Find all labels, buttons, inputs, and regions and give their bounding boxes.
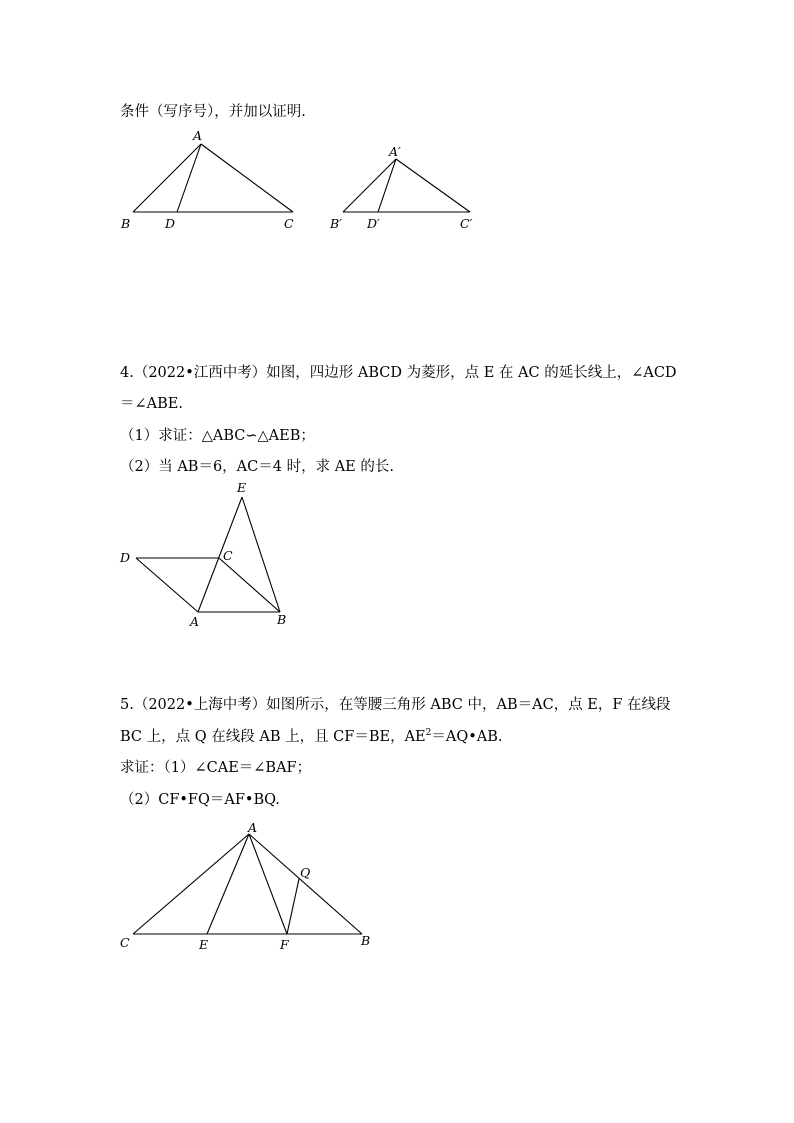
label-D-prime: D′ <box>367 216 380 231</box>
q5-part1: 求证：（1）∠CAE＝∠BAF； <box>120 760 312 776</box>
label-A: A <box>190 614 200 629</box>
q4-part1: （1）求证：△ABC∽△AEB； <box>120 428 315 444</box>
label-D: D <box>120 550 131 565</box>
label-A: A <box>193 128 203 143</box>
label-A-prime: A′ <box>389 144 401 159</box>
label-B-prime: B′ <box>330 216 343 231</box>
q4-line2: ＝∠ABE. <box>120 396 183 412</box>
q5-line1: 5.（2022•上海中考）如图所示，在等腰三角形 ABC 中，AB＝AC，点 E，F 在线段 <box>120 697 671 713</box>
q5-line2-text: BC 上，点 Q 在线段 AB 上，且 CF＝BE，AE <box>120 729 426 745</box>
label-B: B <box>121 216 131 231</box>
q4-part2: （2）当 AB＝6，AC＝4 时，求 AE 的长. <box>120 459 394 475</box>
label-E: E <box>237 480 247 495</box>
label-B: B <box>277 612 287 627</box>
label-C: C <box>223 548 233 563</box>
superscript: 2 <box>425 728 432 739</box>
label-C: C <box>120 935 130 950</box>
label-B: B <box>361 933 371 948</box>
condition-instruction: 条件（写序号），并加以证明. <box>120 104 306 120</box>
q5-line2-tail: ＝AQ•AB. <box>431 729 503 745</box>
label-C: C <box>284 216 294 231</box>
label-E: E <box>199 937 209 952</box>
q5-part2: （2）CF•FQ＝AF•BQ. <box>120 792 280 808</box>
label-D: D <box>165 216 176 231</box>
label-Q: Q <box>300 865 311 880</box>
label-A: A <box>248 820 258 835</box>
label-C-prime: C′ <box>460 216 473 231</box>
q4-line1: 4.（2022•江西中考）如图，四边形 ABCD 为菱形，点 E 在 AC 的延长线上，∠ACD <box>120 365 677 381</box>
label-F: F <box>280 937 289 952</box>
